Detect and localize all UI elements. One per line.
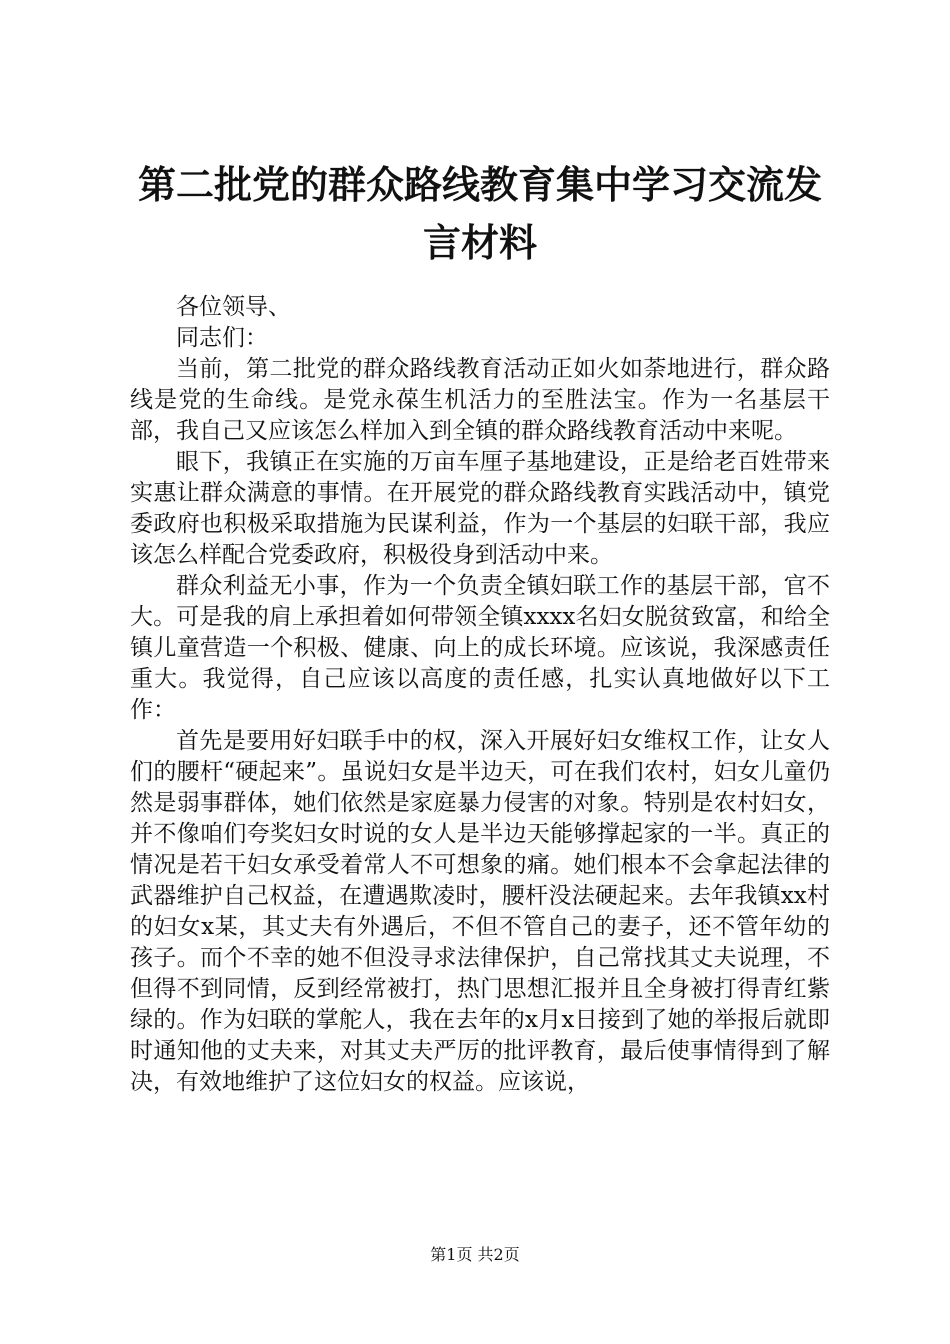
paragraph-1: 当前，第二批党的群众路线教育活动正如火如荼地进行，群众路线是党的生命线。是党永葆生机活力的至胜法宝。作为一名基层干部，我自己又应该怎么样加入到全镇的群众路线教育活动中来呢。 <box>130 356 830 444</box>
greeting-line-2: 同志们： <box>176 325 268 351</box>
greeting-line-1: 各位领导、 <box>176 294 291 320</box>
paragraph-2: 眼下，我镇正在实施的万亩车厘子基地建设，正是给老百姓带来实惠让群众满意的事情。在开展党的群众路线教育实践活动中，镇党委政府也积极采取措施为民谋利益，作为一个基层的妇联干部，我应该怎么样配合党委政府，积极役身到活动中来。 <box>130 449 830 568</box>
document-body <box>130 292 830 1098</box>
paragraph-3: 群众利益无小事，作为一个负责全镇妇联工作的基层干部，官不大。可是我的肩上承担着如何带领全镇xxxx名妇女脱贫致富，和给全镇儿童营造一个积极、健康、向上的成长环境。应该说，我深感责任重大。我觉得，自己应该以高度的责任感，扎实认真地做好以下工作： <box>130 573 830 723</box>
page-number-footer: 第1页 共2页 <box>430 1245 520 1264</box>
document-title: 第二批党的群众路线教育集中学习交流发言材料 <box>137 162 822 265</box>
paragraph-4: 首先是要用好妇联手中的权，深入开展好妇女维权工作，让女人们的腰杆“硬起来”。虽说妇女是半边天，可在我们农村，妇女儿童仍然是弱事群体，她们依然是家庭暴力侵害的对象。特别是农村妇女，并不像咱们夸奖妇女时说的女人是半边天能够撑起家的一半。真正的情况是若干妇女承受着常人不可想象的痛。她们根本不会拿起法律的武器维护自己权益，在遭遇欺凌时，腰杆没法硬起来。去年我镇xx村的妇女x某，其丈夫有外遇后，不但不管自己的妻子，还不管年幼的孩子。而个不幸的她不但没寻求法律保护，自己常找其丈夫说理，不但得不到同情，反到经常被打，热门思想汇报并且全身被打得青红紫绿的。作为妇联的掌舵人，我在去年的x月x日接到了她的举报后就即时通知他的丈夫来，对其丈夫严厉的批评教育，最后使事情得到了解决，有效地维护了这位妇女的权益。应该说， <box>130 728 830 1095</box>
